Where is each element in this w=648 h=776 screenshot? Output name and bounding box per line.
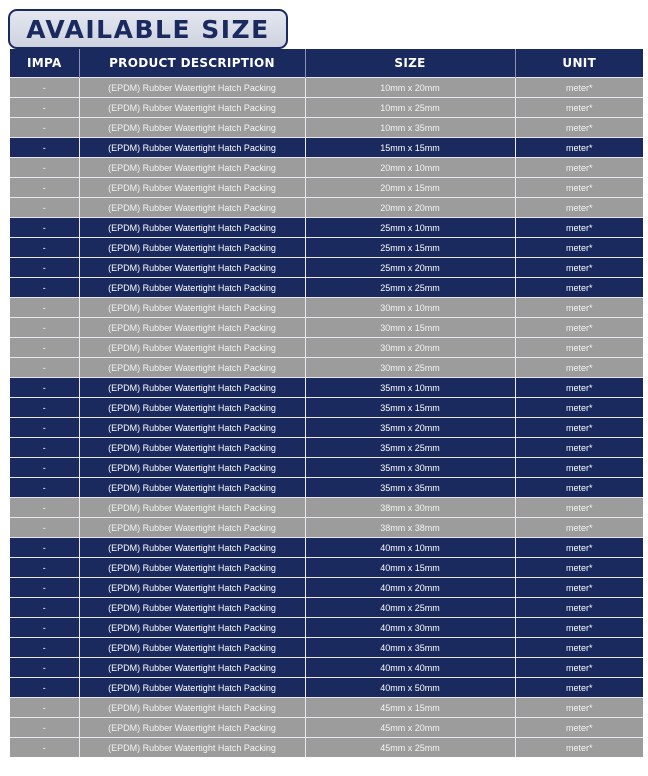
description-cell: (EPDM) Rubber Watertight Hatch Packing <box>79 738 305 758</box>
unit-cell: meter* <box>515 718 643 738</box>
unit-cell: meter* <box>515 318 643 338</box>
unit-cell: meter* <box>515 738 643 758</box>
size-cell: 40mm x 25mm <box>305 598 515 618</box>
description-cell: (EPDM) Rubber Watertight Hatch Packing <box>79 158 305 178</box>
description-cell: (EPDM) Rubber Watertight Hatch Packing <box>79 318 305 338</box>
size-cell: 10mm x 35mm <box>305 118 515 138</box>
description-cell: (EPDM) Rubber Watertight Hatch Packing <box>79 98 305 118</box>
impa-cell: - <box>10 278 79 298</box>
table-row <box>10 118 643 138</box>
unit-cell: meter* <box>515 258 643 278</box>
impa-cell: - <box>10 438 79 458</box>
column-header-description: PRODUCT DESCRIPTION <box>79 49 305 78</box>
impa-cell: - <box>10 138 79 158</box>
impa-cell: - <box>10 218 79 238</box>
table-row <box>10 198 643 218</box>
unit-cell: meter* <box>515 538 643 558</box>
size-cell: 35mm x 30mm <box>305 458 515 478</box>
impa-cell: - <box>10 458 79 478</box>
size-cell: 38mm x 38mm <box>305 518 515 538</box>
table-row <box>10 398 643 418</box>
size-cell: 40mm x 35mm <box>305 638 515 658</box>
description-cell: (EPDM) Rubber Watertight Hatch Packing <box>79 458 305 478</box>
section-title-tab <box>8 9 288 49</box>
size-cell: 40mm x 50mm <box>305 678 515 698</box>
impa-cell: - <box>10 738 79 758</box>
description-cell: (EPDM) Rubber Watertight Hatch Packing <box>79 538 305 558</box>
table-row <box>10 598 643 618</box>
unit-cell: meter* <box>515 458 643 478</box>
unit-cell: meter* <box>515 298 643 318</box>
description-cell: (EPDM) Rubber Watertight Hatch Packing <box>79 298 305 318</box>
impa-cell: - <box>10 558 79 578</box>
description-cell: (EPDM) Rubber Watertight Hatch Packing <box>79 478 305 498</box>
table-row <box>10 238 643 258</box>
impa-cell: - <box>10 678 79 698</box>
unit-cell: meter* <box>515 618 643 638</box>
table-row <box>10 338 643 358</box>
size-cell: 30mm x 20mm <box>305 338 515 358</box>
impa-cell: - <box>10 358 79 378</box>
table-row <box>10 738 643 758</box>
impa-cell: - <box>10 238 79 258</box>
description-cell: (EPDM) Rubber Watertight Hatch Packing <box>79 598 305 618</box>
description-cell: (EPDM) Rubber Watertight Hatch Packing <box>79 338 305 358</box>
table-header-row <box>10 49 643 78</box>
size-cell: 35mm x 35mm <box>305 478 515 498</box>
description-cell: (EPDM) Rubber Watertight Hatch Packing <box>79 378 305 398</box>
column-header-size: SIZE <box>305 49 515 78</box>
impa-cell: - <box>10 258 79 278</box>
unit-cell: meter* <box>515 98 643 118</box>
size-cell: 30mm x 10mm <box>305 298 515 318</box>
description-cell: (EPDM) Rubber Watertight Hatch Packing <box>79 398 305 418</box>
impa-cell: - <box>10 598 79 618</box>
unit-cell: meter* <box>515 358 643 378</box>
impa-cell: - <box>10 718 79 738</box>
column-header-impa: IMPA <box>10 49 79 78</box>
table-row <box>10 358 643 378</box>
unit-cell: meter* <box>515 118 643 138</box>
table-row <box>10 518 643 538</box>
table-row <box>10 138 643 158</box>
unit-cell: meter* <box>515 658 643 678</box>
description-cell: (EPDM) Rubber Watertight Hatch Packing <box>79 358 305 378</box>
table-row <box>10 718 643 738</box>
table-row <box>10 658 643 678</box>
unit-cell: meter* <box>515 478 643 498</box>
size-cell: 25mm x 10mm <box>305 218 515 238</box>
impa-cell: - <box>10 658 79 678</box>
size-cell: 25mm x 20mm <box>305 258 515 278</box>
description-cell: (EPDM) Rubber Watertight Hatch Packing <box>79 418 305 438</box>
table-body <box>10 78 643 758</box>
description-cell: (EPDM) Rubber Watertight Hatch Packing <box>79 658 305 678</box>
size-cell: 20mm x 10mm <box>305 158 515 178</box>
unit-cell: meter* <box>515 398 643 418</box>
unit-cell: meter* <box>515 698 643 718</box>
impa-cell: - <box>10 98 79 118</box>
unit-cell: meter* <box>515 278 643 298</box>
size-cell: 45mm x 15mm <box>305 698 515 718</box>
size-cell: 35mm x 15mm <box>305 398 515 418</box>
impa-cell: - <box>10 538 79 558</box>
description-cell: (EPDM) Rubber Watertight Hatch Packing <box>79 438 305 458</box>
section-title: AVAILABLE SIZE <box>26 14 270 44</box>
size-cell: 40mm x 15mm <box>305 558 515 578</box>
unit-cell: meter* <box>515 238 643 258</box>
description-cell: (EPDM) Rubber Watertight Hatch Packing <box>79 578 305 598</box>
table-row <box>10 178 643 198</box>
unit-cell: meter* <box>515 338 643 358</box>
description-cell: (EPDM) Rubber Watertight Hatch Packing <box>79 718 305 738</box>
size-cell: 35mm x 20mm <box>305 418 515 438</box>
size-table <box>10 49 643 757</box>
table-row <box>10 438 643 458</box>
table-row <box>10 278 643 298</box>
column-header-unit: UNIT <box>515 49 643 78</box>
unit-cell: meter* <box>515 598 643 618</box>
impa-cell: - <box>10 578 79 598</box>
size-cell: 30mm x 15mm <box>305 318 515 338</box>
description-cell: (EPDM) Rubber Watertight Hatch Packing <box>79 618 305 638</box>
table-row <box>10 78 643 98</box>
size-cell: 25mm x 25mm <box>305 278 515 298</box>
impa-cell: - <box>10 318 79 338</box>
description-cell: (EPDM) Rubber Watertight Hatch Packing <box>79 118 305 138</box>
table-row <box>10 378 643 398</box>
impa-cell: - <box>10 478 79 498</box>
size-cell: 20mm x 15mm <box>305 178 515 198</box>
impa-cell: - <box>10 78 79 98</box>
description-cell: (EPDM) Rubber Watertight Hatch Packing <box>79 638 305 658</box>
table-row <box>10 458 643 478</box>
size-cell: 40mm x 20mm <box>305 578 515 598</box>
description-cell: (EPDM) Rubber Watertight Hatch Packing <box>79 698 305 718</box>
unit-cell: meter* <box>515 158 643 178</box>
impa-cell: - <box>10 698 79 718</box>
unit-cell: meter* <box>515 578 643 598</box>
impa-cell: - <box>10 338 79 358</box>
table-row <box>10 498 643 518</box>
impa-cell: - <box>10 498 79 518</box>
unit-cell: meter* <box>515 438 643 458</box>
unit-cell: meter* <box>515 678 643 698</box>
description-cell: (EPDM) Rubber Watertight Hatch Packing <box>79 558 305 578</box>
description-cell: (EPDM) Rubber Watertight Hatch Packing <box>79 278 305 298</box>
size-cell: 15mm x 15mm <box>305 138 515 158</box>
unit-cell: meter* <box>515 518 643 538</box>
table-row <box>10 298 643 318</box>
description-cell: (EPDM) Rubber Watertight Hatch Packing <box>79 138 305 158</box>
description-cell: (EPDM) Rubber Watertight Hatch Packing <box>79 678 305 698</box>
size-cell: 35mm x 25mm <box>305 438 515 458</box>
impa-cell: - <box>10 118 79 138</box>
table-row <box>10 418 643 438</box>
description-cell: (EPDM) Rubber Watertight Hatch Packing <box>79 218 305 238</box>
table-row <box>10 318 643 338</box>
description-cell: (EPDM) Rubber Watertight Hatch Packing <box>79 498 305 518</box>
description-cell: (EPDM) Rubber Watertight Hatch Packing <box>79 258 305 278</box>
unit-cell: meter* <box>515 78 643 98</box>
unit-cell: meter* <box>515 218 643 238</box>
table-row <box>10 478 643 498</box>
table-row <box>10 98 643 118</box>
impa-cell: - <box>10 638 79 658</box>
size-cell: 10mm x 25mm <box>305 98 515 118</box>
table-row <box>10 538 643 558</box>
impa-cell: - <box>10 378 79 398</box>
size-cell: 30mm x 25mm <box>305 358 515 378</box>
unit-cell: meter* <box>515 138 643 158</box>
table-row <box>10 638 643 658</box>
table-row <box>10 698 643 718</box>
description-cell: (EPDM) Rubber Watertight Hatch Packing <box>79 518 305 538</box>
size-cell: 45mm x 25mm <box>305 738 515 758</box>
size-cell: 40mm x 10mm <box>305 538 515 558</box>
unit-cell: meter* <box>515 178 643 198</box>
size-cell: 20mm x 20mm <box>305 198 515 218</box>
unit-cell: meter* <box>515 418 643 438</box>
impa-cell: - <box>10 198 79 218</box>
table-row <box>10 558 643 578</box>
description-cell: (EPDM) Rubber Watertight Hatch Packing <box>79 198 305 218</box>
table-row <box>10 218 643 238</box>
unit-cell: meter* <box>515 198 643 218</box>
size-cell: 45mm x 20mm <box>305 718 515 738</box>
table-row <box>10 258 643 278</box>
size-cell: 40mm x 40mm <box>305 658 515 678</box>
impa-cell: - <box>10 518 79 538</box>
impa-cell: - <box>10 418 79 438</box>
impa-cell: - <box>10 618 79 638</box>
impa-cell: - <box>10 158 79 178</box>
table-row <box>10 678 643 698</box>
table-row <box>10 578 643 598</box>
size-cell: 35mm x 10mm <box>305 378 515 398</box>
size-cell: 40mm x 30mm <box>305 618 515 638</box>
table-row <box>10 618 643 638</box>
description-cell: (EPDM) Rubber Watertight Hatch Packing <box>79 78 305 98</box>
unit-cell: meter* <box>515 558 643 578</box>
description-cell: (EPDM) Rubber Watertight Hatch Packing <box>79 238 305 258</box>
impa-cell: - <box>10 178 79 198</box>
size-cell: 10mm x 20mm <box>305 78 515 98</box>
size-cell: 25mm x 15mm <box>305 238 515 258</box>
unit-cell: meter* <box>515 378 643 398</box>
size-cell: 38mm x 30mm <box>305 498 515 518</box>
table-row <box>10 158 643 178</box>
unit-cell: meter* <box>515 498 643 518</box>
impa-cell: - <box>10 398 79 418</box>
unit-cell: meter* <box>515 638 643 658</box>
description-cell: (EPDM) Rubber Watertight Hatch Packing <box>79 178 305 198</box>
impa-cell: - <box>10 298 79 318</box>
